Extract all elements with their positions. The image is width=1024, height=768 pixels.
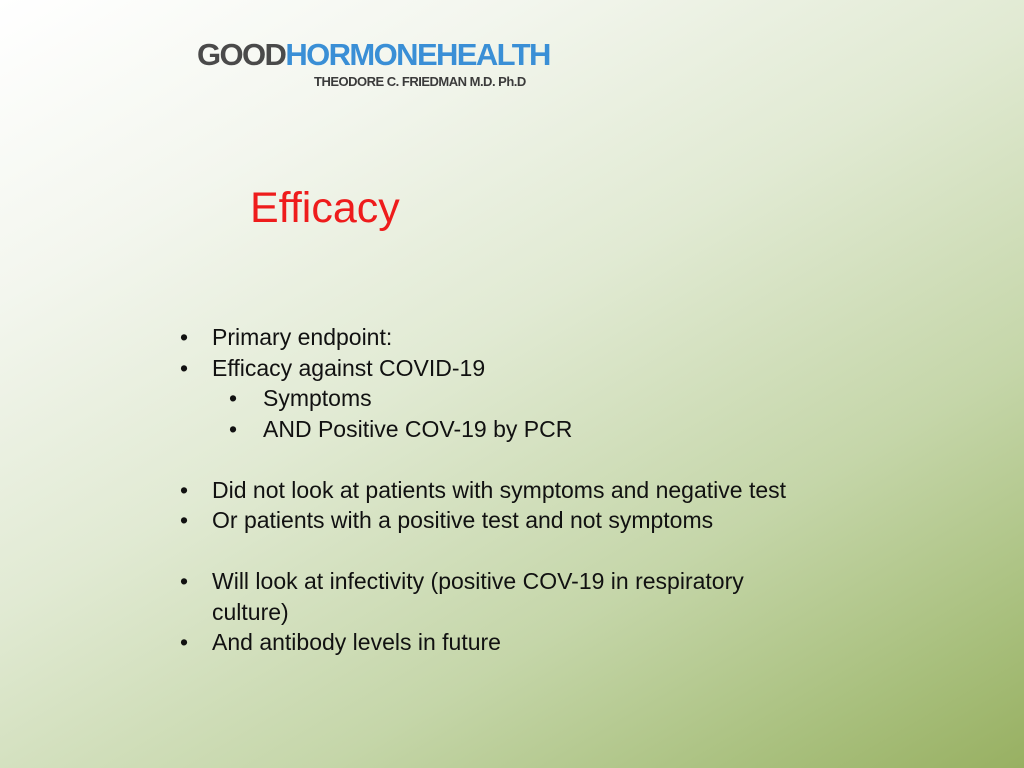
bullet-marker: • bbox=[229, 385, 238, 411]
spacer bbox=[178, 536, 818, 567]
bullet-item bbox=[178, 353, 818, 384]
bullet-content bbox=[178, 322, 818, 658]
bullet-group-2 bbox=[178, 475, 818, 536]
bullet-text: Did not look at patients with symptoms and negative test bbox=[212, 476, 787, 503]
bullet-marker: • bbox=[180, 568, 189, 594]
sub-bullet-item bbox=[178, 414, 818, 445]
bullet-group-3 bbox=[178, 566, 818, 658]
bullet-text: And antibody levels in future bbox=[212, 629, 501, 655]
bullet-text: Efficacy against COVID-19 bbox=[212, 354, 486, 381]
bullet-marker: • bbox=[180, 507, 189, 533]
bullet-item bbox=[178, 627, 818, 658]
bullet-text: Will look at infectivity (positive COV-19 in respiratory culture) bbox=[212, 568, 744, 625]
brand-logo bbox=[197, 38, 557, 94]
bullet-item bbox=[178, 322, 818, 353]
bullet-item bbox=[178, 475, 818, 506]
bullet-text: Primary endpoint: bbox=[212, 324, 393, 350]
bullet-marker: • bbox=[180, 324, 189, 350]
logo-wordmark bbox=[197, 38, 550, 72]
bullet-item bbox=[178, 505, 818, 536]
bullet-marker: • bbox=[180, 354, 189, 381]
slide-title: Efficacy bbox=[250, 184, 400, 232]
bullet-marker: • bbox=[180, 476, 189, 503]
spacer bbox=[178, 444, 818, 475]
bullet-item bbox=[178, 566, 818, 627]
logo-subtitle: THEODORE C. FRIEDMAN M.D. Ph.D bbox=[314, 74, 526, 89]
bullet-text: Or patients with a positive test and not symptoms bbox=[212, 507, 714, 533]
bullet-marker: • bbox=[229, 415, 238, 442]
bullet-text: Symptoms bbox=[263, 385, 372, 411]
logo-wordmark-hormonehealth: HORMONEHEALTH bbox=[285, 37, 550, 72]
sub-bullet-item bbox=[178, 383, 818, 414]
bullet-text: AND Positive COV-19 by PCR bbox=[263, 415, 573, 442]
bullet-group-1 bbox=[178, 322, 818, 444]
logo-wordmark-good: GOOD bbox=[197, 37, 286, 72]
bullet-marker: • bbox=[180, 629, 189, 655]
